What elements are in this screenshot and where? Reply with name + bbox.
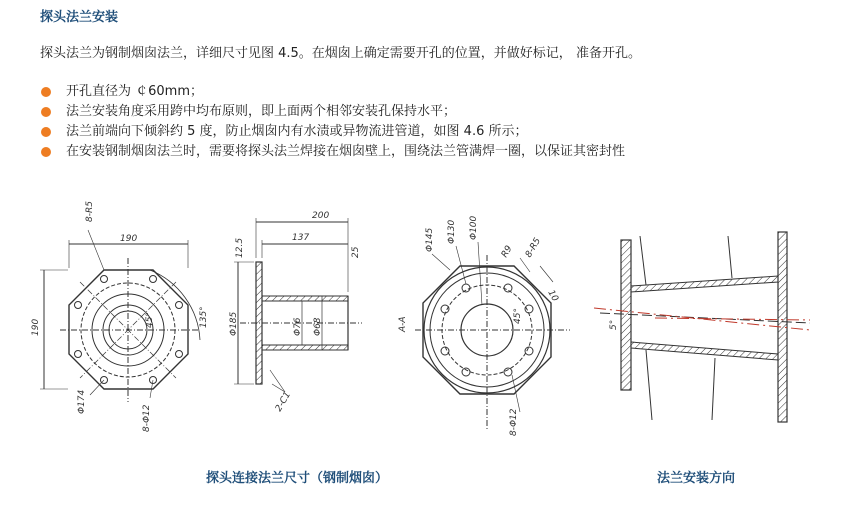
flange-front-view xyxy=(40,230,200,402)
dim-label: Φ76 xyxy=(293,317,303,336)
bullet-text: 法兰前端向下倾斜约 5 度，防止烟囱内有水渍或异物流进管道，如图 4.6 所示； xyxy=(66,124,528,139)
dim-label: Φ145 xyxy=(425,227,435,252)
bullet-text: 在安装钢制烟囱法兰时，需要将探头法兰焊接在烟囱壁上，围绕法兰管满焊一圈，以保证其密封性 xyxy=(66,144,626,159)
dim-label: 200 xyxy=(312,211,330,221)
dim-label: 12.5 xyxy=(235,237,245,258)
dim-label: 137 xyxy=(292,233,310,243)
dim-label: 45° xyxy=(513,308,523,324)
dim-label: Φ130 xyxy=(447,219,457,244)
dim-label: 135° xyxy=(199,306,209,328)
install-direction-view xyxy=(594,232,810,422)
dim-label: Φ185 xyxy=(229,311,239,336)
dim-label: 8-Φ12 xyxy=(142,404,152,432)
section-heading: 探头法兰安装 xyxy=(40,10,119,25)
flange-side-section xyxy=(234,218,362,392)
dim-label: 5° xyxy=(609,319,619,330)
bullet-text: 开孔直径为 ￠60mm； xyxy=(66,84,204,99)
flange-section-view xyxy=(415,242,570,430)
figure-caption-left: 探头连接法兰尺寸（钢制烟囱） xyxy=(206,471,389,486)
dim-label: Φ68 xyxy=(313,317,323,336)
dim-label: A-A xyxy=(398,316,408,332)
intro-paragraph: 探头法兰为钢制烟囱法兰，详细尺寸见图 4.5。在烟囱上确定需要开孔的位置，并做好标记， 准备开孔。 xyxy=(40,46,641,61)
dim-label: 25 xyxy=(351,246,361,258)
dim-label: 10 xyxy=(545,288,560,304)
dim-label: Φ174 xyxy=(77,389,87,414)
figure-caption-right: 法兰安装方向 xyxy=(657,471,736,486)
dim-label: 45° xyxy=(145,312,155,328)
dim-label: 190 xyxy=(120,234,138,244)
dim-label: 8-R5 xyxy=(85,201,95,222)
dim-label: R9 xyxy=(499,244,515,260)
dim-label: 2-C1 xyxy=(273,390,294,414)
dim-label: 8-Φ12 xyxy=(509,408,519,436)
dim-label: Φ100 xyxy=(469,215,479,240)
bullet-text: 法兰安装角度采用跨中均布原则，即上面两个相邻安装孔保持水平； xyxy=(66,104,457,119)
dim-label: 190 xyxy=(31,318,41,336)
dim-label: 8-R5 xyxy=(523,236,544,260)
